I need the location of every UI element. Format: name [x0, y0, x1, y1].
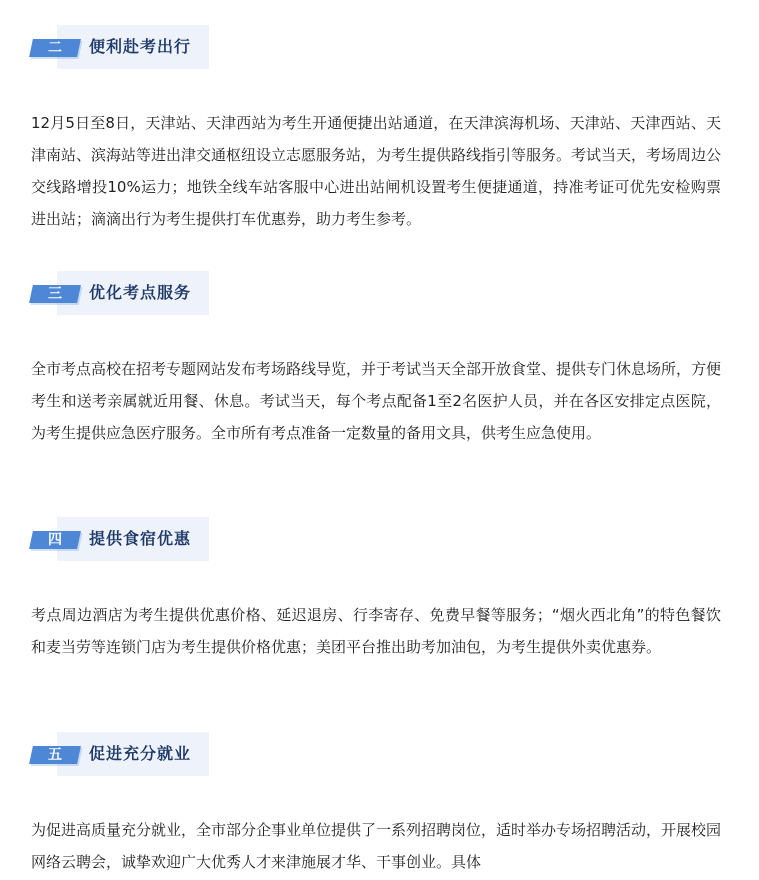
- section-header-3: [31, 271, 211, 315]
- section-number-badge: [29, 531, 81, 549]
- watermark-overlay: [605, 846, 747, 872]
- section-title: 优化考点服务: [89, 283, 192, 302]
- section-header-2: [31, 25, 211, 69]
- section-title: 提供食宿优惠: [89, 529, 192, 548]
- section-body-3: 全市考点高校在招考专题网站发布考场路线导览，并于考试当天全部开放食堂、提供专门休息场所，方便考生和送考亲属就近用餐、休息。考试当天，每个考点配备1至2名医护人员，并在各区安排定点医院，为考生提供应急医疗服务。全市所有考点准备一定数量的备用文具，供考生应急使用。: [31, 360, 722, 442]
- section-title: 促进充分就业: [89, 744, 192, 763]
- section-number-badge: [29, 746, 81, 764]
- section-body-4: 考点周边酒店为考生提供优惠价格、延迟退房、行李寄存、免费早餐等服务；“烟火西北角”的特色餐饮和麦当劳等连锁门店为考生提供价格优惠；美团平台推出助考加油包，为考生提供外卖优惠券。: [31, 606, 721, 656]
- section-number: 五: [48, 747, 62, 763]
- section-number: 二: [48, 40, 62, 56]
- section-number: 四: [48, 532, 62, 548]
- section-body-2: 12月5日至8日，天津站、天津西站为考生开通便捷出站通道，在天津滨海机场、天津站、天津西站、天津南站、滨海站等进出津交通枢纽设立志愿服务站，为考生提供路线指引等服务。考试当天，考场周边公交线路增投10%运力；地铁全线车站客服中心进出站闸机设置考生便捷通道，持准考证可优先安检购票进出站；滴滴出行为考生提供打车优惠券，助力考生参考。: [31, 114, 722, 228]
- section-header-4: [31, 517, 211, 561]
- section-number-badge: [29, 285, 81, 303]
- section-number: 三: [48, 286, 62, 302]
- section-header-5: [31, 732, 211, 776]
- section-body-5: 为促进高质量充分就业，全市部分企事业单位提供了一系列招聘岗位，适时举办专场招聘活动，开展校园网络云聘会，诚挚欢迎广大优秀人才来津施展才华、干事创业。具体: [31, 821, 722, 871]
- section-number-badge: [29, 39, 81, 57]
- section-title: 便利赴考出行: [89, 37, 192, 56]
